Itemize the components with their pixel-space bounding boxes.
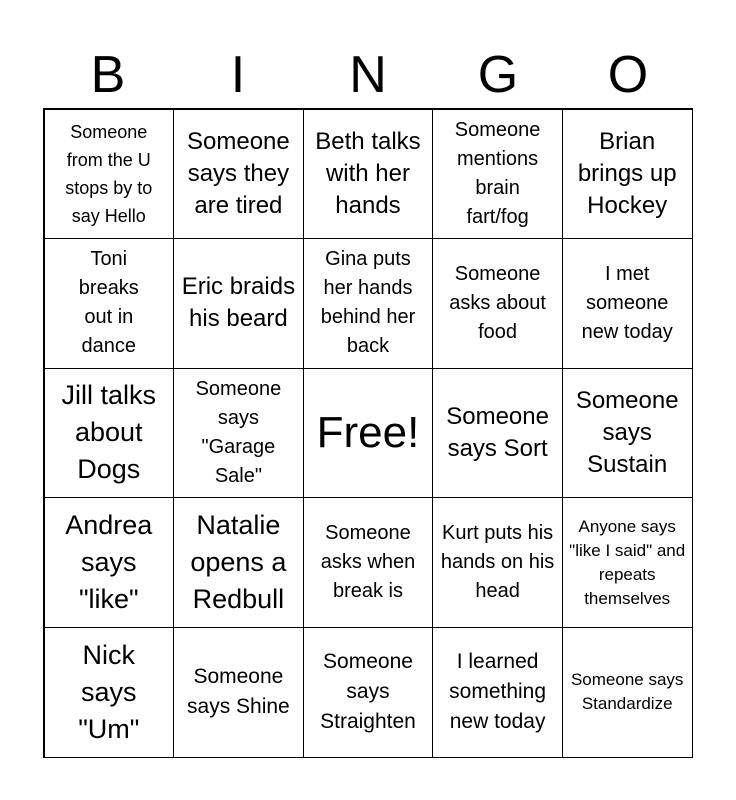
cell-text: Someone says Shine [187,665,290,719]
cell-text: Someone from the U stops by to say Hello [65,121,153,226]
cell-text: Anyone says "like I said" and repeats themselves [569,516,686,608]
bingo-cell[interactable] [303,497,434,628]
bingo-cell[interactable] [303,109,434,240]
free-text: Free! [316,407,420,457]
bingo-cell[interactable] [44,497,175,628]
cell-text: Andrea says "like" [65,510,153,615]
cell-text: Someone says "Garage Sale" [195,377,282,487]
cell-text: Someone mentions brain fart/fog [454,118,541,228]
bingo-cell[interactable] [173,368,304,499]
bingo-header [43,42,693,108]
bingo-card-grid [43,108,693,758]
cell-text: Nick says "Um" [78,639,140,744]
bingo-cell[interactable] [303,627,434,758]
cell-text: I met someone new today [581,262,673,343]
cell-text: Natalie opens a Redbull [190,510,287,615]
bingo-cell[interactable] [562,238,693,369]
cell-text: Someone says Standardize [570,670,684,714]
cell-text: Someone says they are tired [187,127,290,219]
bingo-cell[interactable] [432,627,563,758]
bingo-cell[interactable] [44,238,175,369]
cell-text: Someone asks about food [449,262,546,343]
cell-text: Beth talks with her hands [315,127,421,219]
header-letter-g: G [477,46,519,104]
bingo-cell[interactable] [562,109,693,240]
header-letter-n: N [349,46,387,104]
cell-text: Brian brings up Hockey [577,127,677,219]
cell-text: Someone asks when break is [320,522,416,603]
bingo-cell[interactable] [562,368,693,499]
bingo-cell[interactable] [173,238,304,369]
free-cell[interactable] [303,368,434,499]
bingo-cell[interactable] [432,368,563,499]
bingo-cell[interactable] [44,627,175,758]
cell-text: Eric braids his beard [181,273,296,333]
cell-text: Someone says Sustain [575,386,679,478]
bingo-cell[interactable] [562,627,693,758]
bingo-cell[interactable] [432,497,563,628]
cell-text: Toni breaks out in dance [78,248,139,358]
header-letter-i: I [230,46,246,104]
cell-text: Kurt puts his hands on his head [440,522,555,603]
bingo-cell[interactable] [44,368,175,499]
bingo-cell[interactable] [432,109,563,240]
header-letter-o: O [607,46,649,104]
bingo-cell[interactable] [303,238,434,369]
bingo-cell[interactable] [173,109,304,240]
cell-text: Jill talks about Dogs [61,380,157,485]
bingo-cell[interactable] [173,497,304,628]
header-letter-b: B [90,46,126,104]
bingo-cell[interactable] [44,109,175,240]
bingo-cell[interactable] [173,627,304,758]
cell-text: Someone says Sort [446,402,549,462]
bingo-cell[interactable] [562,497,693,628]
cell-text: Someone says Straighten [320,650,416,734]
cell-text: I learned something new today [449,650,547,734]
bingo-cell[interactable] [432,238,563,369]
cell-text: Gina puts her hands behind her back [320,248,416,358]
